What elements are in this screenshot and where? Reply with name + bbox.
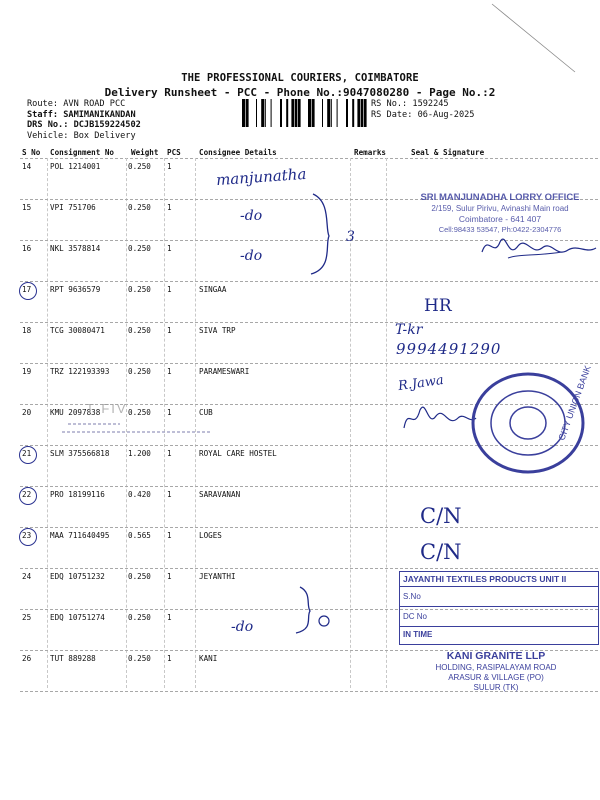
row-sno: 22: [22, 490, 32, 499]
row-consignment-no: SLM 375566818: [50, 449, 110, 458]
kani-stamp: [398, 650, 594, 693]
row-sno: 17: [22, 285, 32, 294]
row-weight: 0.250: [128, 572, 151, 581]
barcode-bar: [261, 99, 264, 127]
row-consignee: ROYAL CARE HOSTEL: [199, 449, 277, 458]
jayanthi-stamp-intime: IN TIME: [403, 630, 433, 639]
handwritten-cn: C/N: [420, 504, 462, 528]
row-sno: 26: [22, 654, 32, 663]
handwritten-ditto: -do: [240, 248, 263, 264]
row-sno: 16: [22, 244, 32, 253]
barcode: [240, 99, 368, 127]
row-sno: 21: [22, 449, 32, 458]
kani-stamp-name: KANI GRANITE LLP: [446, 650, 546, 662]
barcode-bar: [346, 99, 348, 127]
row-divider: [20, 568, 598, 569]
handwritten-cn: C/N: [420, 540, 462, 564]
col-header-seal: Seal & Signature: [411, 148, 485, 157]
row-pcs: 1: [167, 367, 172, 376]
barcode-bar: [242, 99, 245, 127]
col-header-weight: Weight: [131, 148, 159, 157]
row-weight: 0.250: [128, 285, 151, 294]
row-pcs: 1: [167, 531, 172, 540]
handwritten-hr: HR: [424, 296, 452, 316]
row-weight: 0.420: [128, 490, 151, 499]
signature-scribble: [478, 232, 598, 264]
col-header-consignment: Consignment No: [50, 148, 115, 157]
row-consignment-no: POL 1214001: [50, 162, 101, 171]
faded-stamp: T FIV: [86, 401, 128, 416]
barcode-bar: [322, 99, 323, 127]
row-consignee: SARAVANAN: [199, 490, 241, 499]
meta-left: [27, 99, 141, 141]
row-pcs: 1: [167, 285, 172, 294]
row-sno: 23: [22, 531, 32, 540]
row-sno: 20: [22, 408, 32, 417]
bank-seal-icon: [470, 364, 593, 475]
handwritten-ditto: -do: [240, 208, 263, 224]
row-pcs: 1: [167, 449, 172, 458]
row-sno: 15: [22, 203, 32, 212]
row-consignee: CUB: [199, 408, 213, 417]
row-divider: [20, 281, 598, 282]
row-sno: 18: [22, 326, 32, 335]
circle-mark: [19, 446, 37, 464]
row-divider: [20, 322, 598, 323]
row-consignment-no: RPT 9636579: [50, 285, 101, 294]
handwritten-signature: R.Jawa: [397, 372, 445, 395]
row-weight: 0.250: [128, 162, 151, 171]
row-consignment-no: EDQ 10751232: [50, 572, 105, 581]
lorry-office-stamp: [395, 193, 600, 235]
row-consignment-no: EDQ 10751274: [50, 613, 105, 622]
row-consignee: PARAMESWARI: [199, 367, 250, 376]
lorry-office-phone: Cell:98433 53547, Ph:0422-2304776: [438, 224, 562, 234]
handwritten-ditto: -do: [231, 619, 254, 635]
row-consignment-no: PRO 18199116: [50, 490, 105, 499]
row-consignment-no: NKL 3578814: [50, 244, 101, 253]
row-sno: 24: [22, 572, 32, 581]
jayanthi-stamp-sno: S.No: [400, 587, 598, 607]
row-pcs: 1: [167, 244, 172, 253]
lorry-office-name: SRI MANJUNADHA LORRY OFFICE: [420, 192, 580, 203]
row-consignment-no: TCG 30080471: [50, 326, 105, 335]
barcode-bar: [298, 99, 301, 127]
circle-mark: [19, 487, 37, 505]
brace-mark: [292, 585, 332, 635]
barcode-bar: [352, 99, 354, 127]
jayanthi-stamp: [399, 571, 599, 645]
col-header-pcs: PCS: [167, 148, 181, 157]
rs-number: RS No.: 1592245: [371, 99, 449, 109]
row-pcs: 1: [167, 326, 172, 335]
row-consignment-no: TUT 889288: [50, 654, 96, 663]
row-consignee: SIVA TRP: [199, 326, 236, 335]
barcode-bar: [265, 99, 266, 127]
row-pcs: 1: [167, 203, 172, 212]
row-weight: 1.200: [128, 449, 151, 458]
row-pcs: 1: [167, 654, 172, 663]
handwritten-count: 3: [346, 229, 355, 245]
row-pcs: 1: [167, 490, 172, 499]
handwritten-name: manjunatha: [215, 164, 307, 190]
route-label: Route: AVN ROAD PCC: [27, 99, 126, 109]
document-subtitle: Delivery Runsheet - PCC - Phone No.:9047080280 - Page No.:2: [104, 86, 496, 99]
bank-seal-text: CITY UNION BANK: [556, 364, 593, 442]
row-sno: 25: [22, 613, 32, 622]
barcode-bar: [364, 99, 367, 127]
document-title: THE PROFESSIONAL COURIERS, COIMBATORE: [181, 72, 419, 84]
barcode-bar: [256, 99, 257, 127]
barcode-bar: [308, 99, 311, 127]
faded-stamp-lines: [60, 420, 220, 438]
barcode-bar: [327, 99, 330, 127]
lorry-office-address: 2/159, Sulur Pirivu, Avinashi Main road: [431, 203, 569, 213]
barcode-bar: [331, 99, 332, 127]
lorry-office-city: Coimbatore - 641 407: [458, 214, 542, 224]
kani-stamp-address: HOLDING, RASIPALAYAM ROAD: [435, 663, 557, 672]
row-sno: 19: [22, 367, 32, 376]
row-consignee: JEYANTHI: [199, 572, 236, 581]
barcode-bar: [357, 99, 360, 127]
row-consignee: KANI: [199, 654, 218, 663]
meta-right: [371, 99, 474, 120]
jayanthi-stamp-dcno: DC No: [400, 607, 598, 627]
barcode-bar: [286, 99, 288, 127]
barcode-bar: [361, 99, 363, 127]
handwritten-tkr: T-kr: [395, 322, 423, 338]
row-weight: 0.250: [128, 613, 151, 622]
row-weight: 0.250: [128, 326, 151, 335]
barcode-bar: [312, 99, 315, 127]
barcode-bar: [337, 99, 338, 127]
drs-number: DRS No.: DCJB159224502: [27, 120, 141, 130]
row-divider: [20, 486, 598, 487]
kani-stamp-address: ARASUR & VILLAGE (PO): [448, 673, 544, 682]
row-weight: 0.565: [128, 531, 151, 540]
row-weight: 0.250: [128, 408, 151, 417]
row-pcs: 1: [167, 162, 172, 171]
row-pcs: 1: [167, 613, 172, 622]
kani-stamp-address: SULUR (TK): [473, 683, 519, 692]
row-consignment-no: TRZ 122193393: [50, 367, 110, 376]
row-weight: 0.250: [128, 203, 151, 212]
barcode-bar: [295, 99, 297, 127]
col-header-remarks: Remarks: [354, 148, 387, 157]
header-divider: [20, 158, 598, 159]
vehicle-label: Vehicle: Box Delivery: [27, 130, 136, 141]
row-consignment-no: VPI 751706: [50, 203, 96, 212]
rs-date: RS Date: 06-Aug-2025: [371, 109, 475, 120]
row-consignment-no: KMU 2097838: [50, 408, 101, 417]
brace-mark: [305, 192, 345, 276]
jayanthi-stamp-title: JAYANTHI TEXTILES PRODUCTS UNIT II: [400, 572, 598, 587]
row-consignee: SINGAA: [199, 285, 227, 294]
col-header-consignee: Consignee Details: [199, 148, 277, 157]
staff-label: Staff: SAMIMANIKANDAN: [27, 109, 136, 120]
row-consignment-no: MAA 711640495: [50, 531, 110, 540]
barcode-bar: [280, 99, 282, 127]
barcode-bar: [271, 99, 272, 127]
row-weight: 0.250: [128, 367, 151, 376]
row-divider: [20, 527, 598, 528]
circle-mark: [19, 528, 37, 546]
handwritten-phone: 9994491290: [396, 340, 502, 358]
circle-mark: [19, 282, 37, 300]
signature-scribble: [400, 398, 480, 438]
barcode-bar: [246, 99, 249, 127]
row-pcs: 1: [167, 408, 172, 417]
row-divider: [20, 363, 598, 364]
row-pcs: 1: [167, 572, 172, 581]
row-weight: 0.250: [128, 244, 151, 253]
row-weight: 0.250: [128, 654, 151, 663]
col-header-sno: S No: [22, 148, 41, 157]
row-sno: 14: [22, 162, 32, 171]
row-consignee: LOGES: [199, 531, 222, 540]
barcode-bar: [291, 99, 294, 127]
